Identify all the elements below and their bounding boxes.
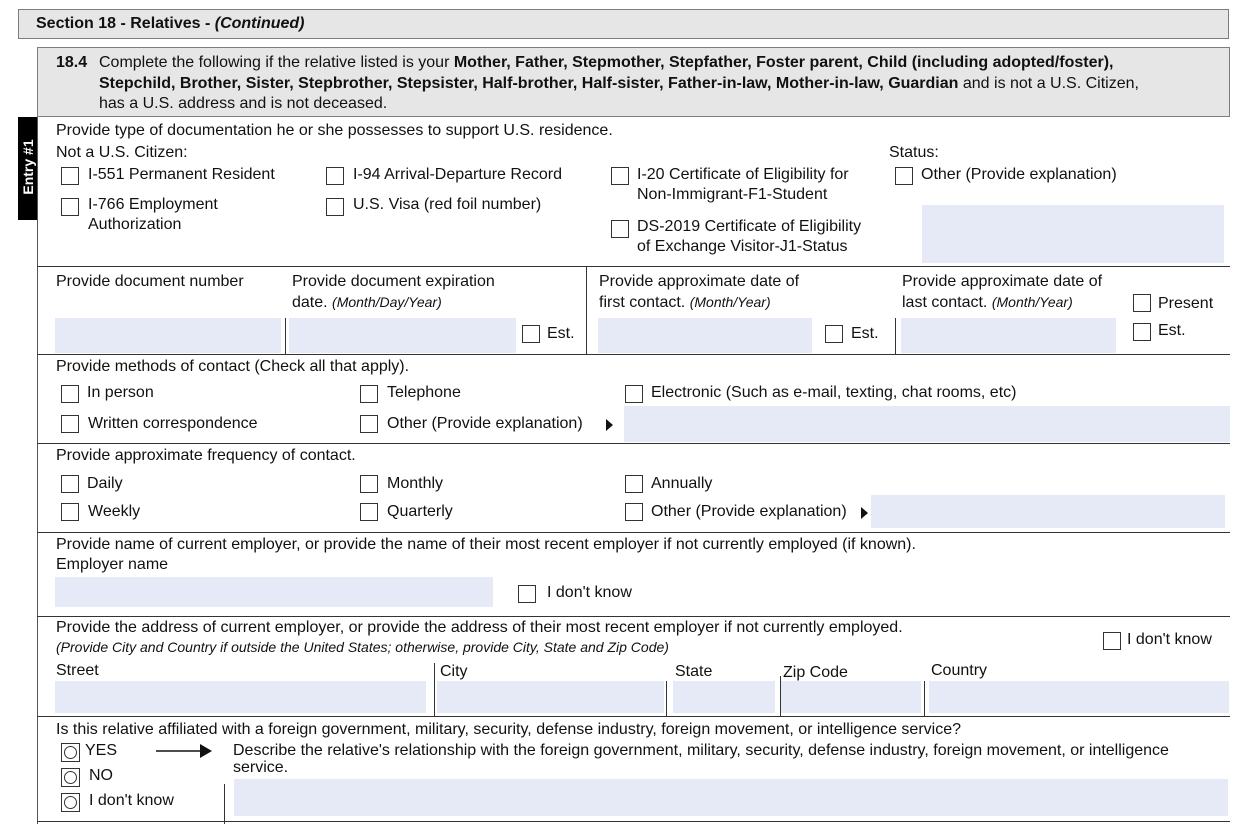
address-note: (Provide City and Country if outside the United States; otherwise, provide City, State and Zip Code) [56,639,669,655]
arrow-right-icon [861,507,868,519]
expiration-label-2: date. (Month/Day/Year) [292,294,442,311]
affiliation-dont-know-radio[interactable] [61,793,80,812]
describe-label-1: Describe the relative's relationship with the foreign government, military, security, defense industry, foreign movement, or intelligence [233,742,1169,759]
i20-checkbox[interactable] [611,167,629,185]
annually-checkbox[interactable] [625,475,643,493]
visa-label: U.S. Visa (red foil number) [353,196,542,213]
i20-label-1: I-20 Certificate of Eligibility for [637,166,849,183]
quarterly-checkbox[interactable] [360,503,378,521]
address-dont-know-label: I don't know [1127,631,1212,648]
in-person-checkbox[interactable] [61,385,79,403]
affiliation-yes-radio[interactable] [61,743,80,762]
city-label: City [440,663,468,680]
frequency-other-checkbox[interactable] [625,503,643,521]
address-dont-know-checkbox[interactable] [1103,632,1121,650]
frequency-explanation-field[interactable] [871,495,1225,528]
first-contact-est-checkbox[interactable] [825,325,843,343]
ds2019-label-1: DS-2019 Certificate of Eligibility [637,218,862,235]
frequency-prompt: Provide approximate frequency of contact. [56,447,356,464]
doc-number-field[interactable] [55,318,281,353]
frequency-other-label: Other (Provide explanation) [651,503,847,520]
long-arrow-right-icon [156,743,212,759]
city-field[interactable] [437,681,664,713]
in-person-label: In person [87,384,154,401]
arrow-right-icon [606,419,613,431]
affiliation-no-label: NO [89,767,113,784]
address-prompt: Provide the address of current employer, or provide the address of their most recent employer if not currently employed. [56,619,903,636]
expiration-label-1: Provide document expiration [292,273,495,290]
affiliation-dont-know-label: I don't know [89,792,174,809]
divider [37,532,1230,533]
divider [586,266,587,354]
status-other-checkbox[interactable] [895,167,913,185]
expiration-est-checkbox[interactable] [522,325,540,343]
divider [37,616,1230,617]
i551-label: I-551 Permanent Resident [88,166,275,183]
telephone-checkbox[interactable] [360,385,378,403]
daily-checkbox[interactable] [61,475,79,493]
weekly-label: Weekly [88,503,141,520]
relationship-description-field[interactable] [234,779,1228,816]
section-title: Section 18 - Relatives - (Continued) [36,15,305,32]
divider [434,663,435,716]
divider [37,354,1230,355]
expiration-est-label: Est. [547,325,575,342]
divider [37,266,1230,267]
present-checkbox[interactable] [1133,294,1151,312]
i94-checkbox[interactable] [326,167,344,185]
daily-label: Daily [87,475,123,492]
i766-label-2: Authorization [88,216,182,233]
intro-line-1: Complete the following if the relative listed is your Mother, Father, Stepmother, Stepfather, Foster parent, Child (including adopted/foster), [99,54,1114,71]
i766-label-1: I-766 Employment [88,196,218,213]
divider [37,716,1230,717]
divider [924,681,925,716]
question-number: 18.4 [56,54,88,71]
electronic-checkbox[interactable] [625,385,643,403]
present-label: Present [1158,295,1214,312]
divider [224,784,225,824]
not-citizen-label: Not a U.S. Citizen: [56,144,188,161]
status-other-label: Other (Provide explanation) [921,166,1117,183]
affiliation-yes-label: YES [85,742,118,759]
status-explanation-field[interactable] [922,205,1224,263]
divider [37,821,1230,822]
monthly-checkbox[interactable] [360,475,378,493]
street-label: Street [56,662,99,679]
country-field[interactable] [929,681,1229,713]
methods-other-checkbox[interactable] [360,415,378,433]
entry-tab: Entry #1 [18,117,37,220]
status-label: Status: [889,144,939,161]
monthly-label: Monthly [387,475,444,492]
country-label: Country [931,662,988,679]
form-left-border [37,117,38,824]
employer-name-label: Employer name [56,556,169,573]
i20-label-2: Non-Immigrant-F1-Student [637,186,828,203]
expiration-date-field[interactable] [289,318,516,353]
first-contact-est-label: Est. [851,325,879,342]
affiliation-question: Is this relative affiliated with a foreign government, military, security, defense industry, foreign movement, or intelligence service? [56,721,962,738]
last-contact-est-label: Est. [1158,322,1186,339]
employer-dont-know-checkbox[interactable] [518,585,536,603]
zip-label: Zip Code [783,664,848,681]
first-contact-field[interactable] [598,318,812,353]
quarterly-label: Quarterly [387,503,453,520]
divider [666,681,667,716]
last-contact-est-checkbox[interactable] [1133,323,1151,341]
employer-name-field[interactable] [55,577,493,607]
intro-line-2: Stepchild, Brother, Sister, Stepbrother, Stepsister, Half-brother, Half-sister, Father-in-law, Mother-in-law, Guardian and is not a U.S. Citizen, [99,75,1139,92]
i551-checkbox[interactable] [61,167,79,185]
divider [285,318,286,354]
i766-checkbox[interactable] [61,198,79,216]
last-contact-label-1: Provide approximate date of [902,273,1103,290]
doc-number-label: Provide document number [56,273,244,290]
first-contact-label-1: Provide approximate date of [599,273,800,290]
visa-checkbox[interactable] [326,198,344,216]
employer-prompt: Provide name of current employer, or provide the name of their most recent employer if not currently employed (if known). [56,536,916,553]
documentation-prompt: Provide type of documentation he or she possesses to support U.S. residence. [56,122,613,139]
weekly-checkbox[interactable] [61,503,79,521]
electronic-label: Electronic (Such as e-mail, texting, chat rooms, etc) [651,384,1017,401]
intro-line-3: has a U.S. address and is not deceased. [99,95,388,112]
street-field[interactable] [55,681,426,713]
methods-prompt: Provide methods of contact (Check all that apply). [56,358,410,375]
state-field[interactable] [673,681,775,713]
ds2019-label-2: of Exchange Visitor-J1-Status [637,238,848,255]
last-contact-field[interactable] [901,318,1116,353]
written-checkbox[interactable] [61,415,79,433]
methods-other-label: Other (Provide explanation) [387,415,583,432]
divider [37,443,1230,444]
methods-explanation-field[interactable] [624,406,1230,442]
ds2019-checkbox[interactable] [611,220,629,238]
state-label: State [675,663,713,680]
divider [895,318,896,354]
i94-label: I-94 Arrival-Departure Record [353,166,562,183]
telephone-label: Telephone [387,384,461,401]
describe-label-2: service. [233,759,289,776]
employer-dont-know-label: I don't know [547,584,632,601]
first-contact-label-2: first contact. (Month/Year) [599,294,771,311]
written-label: Written correspondence [88,415,258,432]
zip-field[interactable] [781,681,921,713]
annually-label: Annually [651,475,713,492]
last-contact-label-2: last contact. (Month/Year) [902,294,1073,311]
affiliation-no-radio[interactable] [61,768,80,787]
